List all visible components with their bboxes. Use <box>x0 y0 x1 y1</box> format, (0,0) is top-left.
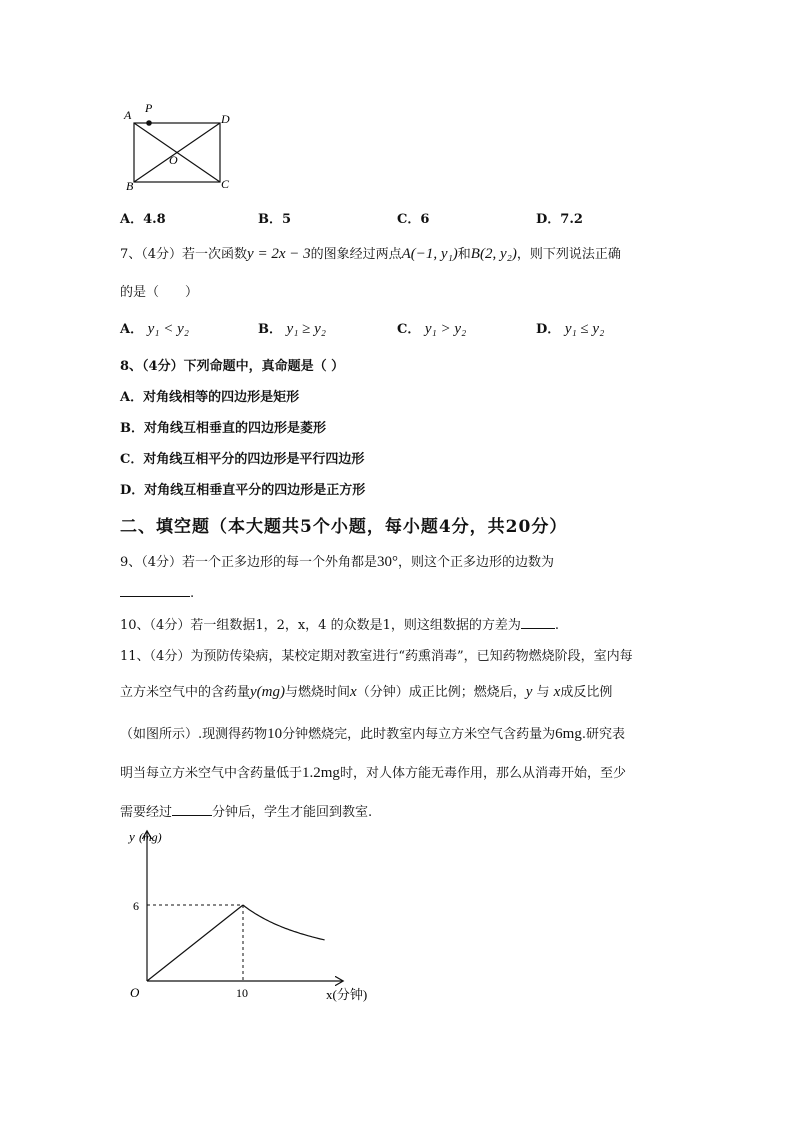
q6-option-b: B．5 <box>258 212 292 227</box>
q9-answer-line <box>120 584 194 601</box>
q6-option-a: A．4.8 <box>120 212 166 227</box>
q11-l5a: 需要经过 <box>120 805 173 820</box>
rectangle-figure <box>118 98 238 194</box>
q7-option-c-label: C． <box>397 322 421 337</box>
label-o: O <box>169 153 178 167</box>
q10-end: . <box>554 618 560 633</box>
q11-line1: 11、（4分）为预防传染病，某校定期对教室进行“药熏消毒”，已知药物燃烧阶段，室内每 <box>120 649 633 664</box>
inverse-curve <box>243 905 325 940</box>
q7-option-b-expr: y₁ ≥ y₂ <box>286 321 327 337</box>
q9-angle: 30° <box>377 554 399 570</box>
q11-line2 <box>120 681 612 701</box>
q8-option-c: C．对角线互相平分的四边形是平行四边形 <box>120 452 365 467</box>
q11-l2b: 与燃烧时间 <box>285 685 351 700</box>
q9-end: . <box>190 586 195 601</box>
y-tick-6: 6 <box>133 899 139 913</box>
q7-option-c-expr: y₁ > y₂ <box>424 321 467 337</box>
x-axis-label: x(分钟) <box>326 987 368 1002</box>
label-a: A <box>124 108 132 122</box>
q7-point-a: A(−1, y₁) <box>401 246 458 262</box>
q11-l5b: 分钟后，学生才能回到教室. <box>212 805 373 820</box>
q11-l3-6mg: 6mg <box>555 726 582 742</box>
q11-l2c: （分钟）成正比例；燃烧后， <box>356 685 526 700</box>
q11-line5 <box>120 801 372 820</box>
label-d: D <box>221 112 230 126</box>
q11-l4b: 时，对人体方能无毒作用，那么从消毒开始，至少 <box>339 766 626 781</box>
section-heading-fill-in: 二、填空题（本大题共5个小题，每小题4分，共20分） <box>120 517 568 537</box>
origin-label: O <box>130 985 140 1000</box>
q7-option-b <box>258 318 326 338</box>
y-axis-unit: (mg) <box>139 830 162 844</box>
q9-stem <box>120 551 554 571</box>
q11-l3-ten: 10 <box>267 726 283 742</box>
q11-l3c: .研究表 <box>581 727 625 742</box>
q7-option-b-label: B． <box>258 322 282 337</box>
q7-stem <box>120 243 621 263</box>
q7-option-a-label: A． <box>120 322 144 337</box>
label-c: C <box>221 177 230 191</box>
q11-l2a: 立方米空气中的含药量 <box>120 685 251 700</box>
q7-prefix: 7、（4分）若一次函数 <box>120 247 248 262</box>
q11-l2-x2: x <box>553 684 561 700</box>
q11-l4a: 明当每立方米空气中含药量低于 <box>120 766 303 781</box>
label-p: P <box>145 101 153 115</box>
q11-line4 <box>120 762 626 782</box>
x-tick-10: 10 <box>236 986 248 1000</box>
q9-text-a: 9、（4分）若一个正多边形的每一个外角都是 <box>120 555 378 570</box>
q7-point-b: B(2, y₂) <box>470 246 517 262</box>
q7-option-d-expr: y₁ ≤ y₂ <box>564 321 605 337</box>
q11-l2-y: y(mg) <box>250 684 285 700</box>
point-p-dot <box>146 120 152 126</box>
q7-stem-line2: 的是（ ） <box>120 285 199 300</box>
y-axis-label: y <box>129 829 135 844</box>
q11-l4-1-2mg: 1.2mg <box>302 765 340 781</box>
q7-option-a-expr: y₁ < y₂ <box>147 321 189 337</box>
q7-and: 和 <box>457 247 471 262</box>
dose-time-graph <box>118 822 380 1008</box>
q10-answer-blank[interactable] <box>521 616 555 629</box>
q9-text-b: ，则这个正多边形的边数为 <box>398 555 555 570</box>
q6-option-d: D．7.2 <box>536 212 583 227</box>
q10-stem <box>120 614 559 633</box>
label-b: B <box>126 179 134 193</box>
q11-l2-x: x <box>350 684 357 700</box>
q7-suffix: ，则下列说法正确 <box>516 247 621 262</box>
q8-option-d: D．对角线互相垂直平分的四边形是正方形 <box>120 483 366 498</box>
q9-answer-blank[interactable] <box>120 584 190 597</box>
q6-option-c: C．6 <box>397 212 430 227</box>
q7-mid: 的图象经过两点 <box>310 247 402 262</box>
q8-stem: 8、（4分）下列命题中，真命题是（ ） <box>120 359 345 374</box>
q11-l2e: 成反比例 <box>560 685 613 700</box>
q8-option-b: B．对角线互相垂直的四边形是菱形 <box>120 421 326 436</box>
q11-l3a: （如图所示）.现测得药物 <box>120 727 268 742</box>
q7-function: y = 2x − 3 <box>247 246 311 262</box>
q11-l2d: 与 <box>536 685 550 700</box>
linear-segment <box>147 905 243 981</box>
q7-option-d <box>536 318 604 338</box>
q7-option-a <box>120 318 189 338</box>
q7-option-d-label: D． <box>536 322 561 337</box>
q8-option-a: A．对角线相等的四边形是矩形 <box>120 390 300 405</box>
q10-text: 10、（4分）若一组数据1，2，x，4 的众数是1，则这组数据的方差为 <box>120 618 521 633</box>
q11-l3b: 分钟燃烧完，此时教室内每立方米空气含药量为 <box>282 727 556 742</box>
q11-answer-blank[interactable] <box>172 803 212 816</box>
q7-option-c <box>397 318 466 338</box>
q11-l2-y2: y <box>525 684 533 700</box>
q11-line3 <box>120 723 625 743</box>
